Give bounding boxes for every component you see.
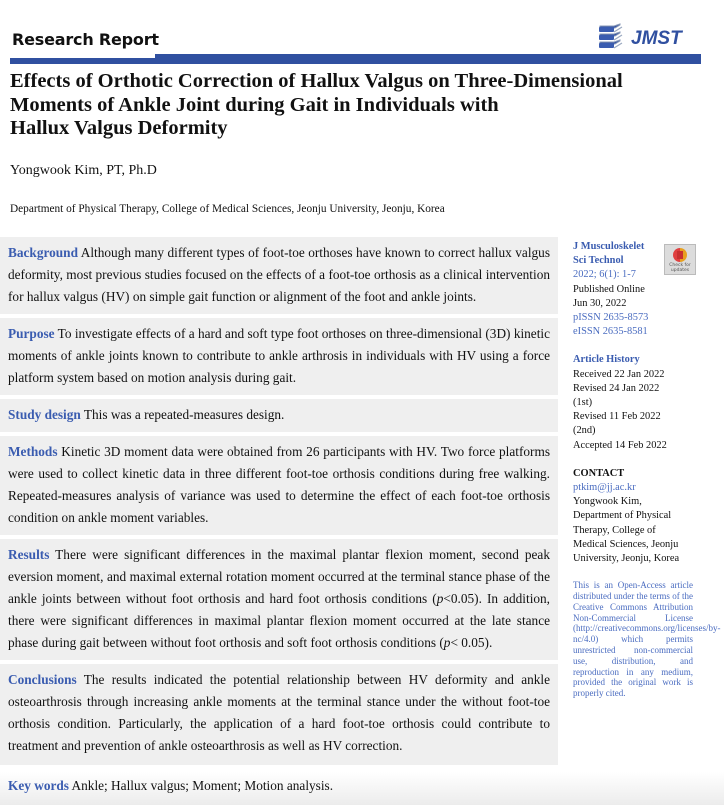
crossmark-icon: [673, 248, 687, 262]
author-name: Yongwook Kim, PT, Ph.D: [10, 163, 157, 178]
abstract-purpose: [0, 318, 558, 395]
contact-line: University, Jeonju, Korea: [573, 553, 680, 565]
journal-logo: [597, 24, 682, 54]
section-heading: Methods: [8, 444, 58, 459]
section-text: Kinetic 3D moment data were obtained from 26 participants with HV. Two force platforms were used to collect kinetic data in three different foot-toe orthosis conditions during free walking. Repeated-measures analysis of variance was used to determine the effect of each foot-toe orthosis condition on ankle moment variables.: [8, 444, 550, 525]
section-heading: Study design: [8, 407, 81, 422]
contact-line: Yongwook Kim,: [573, 496, 642, 508]
abstract-background: [0, 237, 558, 314]
citation: 2022; 6(1): 1-7: [573, 269, 636, 281]
history-received: Received 22 Jan 2022: [573, 368, 665, 380]
p-value-symbol: p: [436, 591, 444, 606]
published-label: Published Online: [573, 283, 645, 295]
abstract-study-design: [0, 399, 558, 432]
section-text: The results indicated the potential relationship between HV deformity and ankle osteoarthrosis through increasing ankle moments at the terminal stance under the without foot-toe orthosis condition. Particularly, the application of a hard foot-toe orthosis could contribute to treatment and prevention of ankle osteoarthrosis as well as HV correction.: [8, 672, 550, 753]
header-bar-right: [155, 54, 701, 64]
contact-email-link[interactable]: ptkim@jj.ac.kr: [573, 482, 636, 494]
keywords-heading: Key words: [8, 778, 69, 793]
section-text: Although many different types of foot-toe orthoses have known to correct hallux valgus deformity, most previous studies focused on the effects of a foot-toe orthosis as a clinical intervention for hallux valgus (HV) on simple gait function or alignment of the foot and ankle joints.: [8, 245, 551, 304]
section-text: < 0.05).: [450, 635, 493, 650]
eissn: eISSN 2635-8581: [573, 326, 648, 338]
history-revised-2-note: (2nd): [573, 425, 596, 437]
stacked-books-icon: [597, 23, 625, 56]
abstract: [0, 237, 558, 769]
keywords: [0, 772, 724, 805]
section-text: <0.05). In addition, there were significant differences in maximal plantar flexion moment occurred at the late stance phase during gait between without foot orthosis and soft foot orthosis conditions (: [8, 591, 551, 650]
contact-line: Therapy, College of: [573, 524, 656, 536]
section-text: There were significant differences in the maximal plantar flexion moment, second peak eversion moment, and maximal external rotation moment occurred at the terminal stance phase of the ankle joints between without foot orthosis and hard foot orthosis conditions (: [8, 547, 550, 606]
keywords-text: Ankle; Hallux valgus; Moment; Motion analysis.: [71, 778, 334, 793]
article-info-sidebar: [573, 240, 721, 699]
title-line: Moments of Ankle Joint during Gait in Individuals with: [10, 93, 499, 116]
history-accepted: Accepted 14 Feb 2022: [573, 439, 667, 451]
article-title: [10, 70, 670, 141]
published-date: Jun 30, 2022: [573, 297, 627, 309]
crossmark-label: Check for updates: [669, 263, 691, 273]
pissn: pISSN 2635-8573: [573, 312, 649, 324]
contact-line: Medical Sciences, Jeonju: [573, 538, 679, 550]
p-value-symbol: p: [443, 635, 451, 650]
history-heading: Article History: [573, 354, 640, 366]
author-affiliation: Department of Physical Therapy, College of Medical Sciences, Jeonju University, Jeonju, Korea: [10, 203, 445, 215]
abstract-methods: [0, 436, 558, 535]
section-heading: Background: [8, 245, 78, 260]
title-line: Effects of Orthotic Correction of Hallux Valgus on Three-Dimensional: [10, 70, 623, 92]
history-revised-2: Revised 11 Feb 2022: [573, 411, 661, 423]
header-bar-left: [10, 58, 155, 64]
abstract-results: [0, 539, 558, 660]
section-heading: Purpose: [8, 326, 55, 341]
license-text: This is an Open-Access article distributed under the terms of the Creative Commons Attribution Non-Commercial License (http://creativecommons.org/licenses/by-nc/4.0) which permits unrestricted non-commercial use, distribution, and reproduction in any medium, provided the original work is properly cited.: [573, 580, 721, 699]
contact-line: Department of Physical: [573, 510, 672, 522]
history-revised-1: Revised 24 Jan 2022: [573, 382, 660, 394]
journal-name: J Musculoskelet: [573, 241, 645, 252]
section-text: To investigate effects of a hard and soft type foot orthoses on three-dimensional (3D) kinetic moments of ankle joints known to contribute to ankle arthrosis in individuals with HV using a force platform system based on motion analysis during gait.: [8, 326, 551, 385]
section-text: This was a repeated-measures design.: [83, 407, 285, 422]
journal-logo-text: JMST: [631, 28, 682, 49]
contact-heading: CONTACT: [573, 467, 625, 479]
journal-name: Sci Technol: [573, 255, 624, 267]
abstract-conclusions: [0, 664, 558, 765]
report-type-label: Research Report: [12, 30, 159, 49]
check-for-updates-button[interactable]: [664, 244, 696, 275]
section-heading: Results: [8, 547, 50, 562]
section-heading: Conclusions: [8, 672, 77, 687]
history-revised-1-note: (1st): [573, 397, 593, 409]
title-line: Hallux Valgus Deformity: [10, 117, 228, 139]
